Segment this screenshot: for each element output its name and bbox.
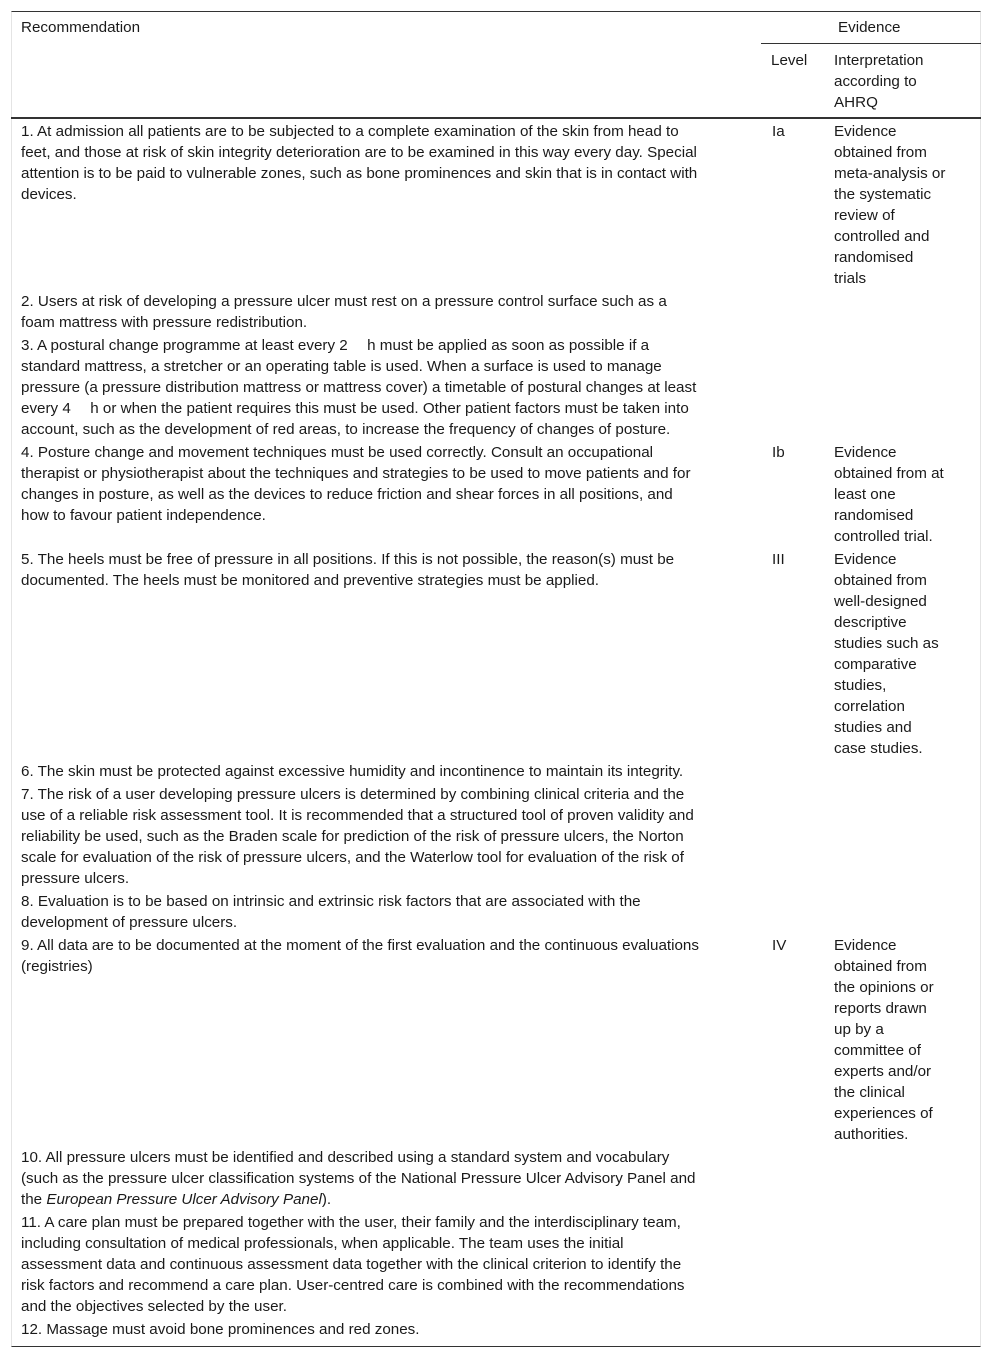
evidence-interpretation-iii: Evidence obtained from well-designed descriptive studies such as comparative studies, correlation studies and case studies.	[834, 551, 939, 757]
recommendation-10: 10. All pressure ulcers must be identified and described using a standard system and vocabulary (such as the pressure ulcer classification systems of the National Pressure Ulcer Advisory Panel and the European Pressure Ulcer Advisory Panel).	[21, 1149, 696, 1208]
recommendation-6: 6. The skin must be protected against excessive humidity and incontinence to maintain its integrity.	[21, 763, 684, 780]
recommendation-5: 5. The heels must be free of pressure in all positions. If this is not possible, the reason(s) must be documented. The heels must be monitored and preventive strategies must be applied.	[21, 551, 675, 589]
recommendation-2: 2. Users at risk of developing a pressure ulcer must rest on a pressure control surface such as a foam mattress with pressure redistribution.	[21, 293, 667, 331]
evidence-level-ia: Ia	[772, 123, 785, 140]
evidence-level-ib: Ib	[772, 444, 785, 461]
recommendation-9: 9. All data are to be documented at the moment of the first evaluation and the continuous evaluations (registries)	[21, 937, 699, 975]
recommendation-1: 1. At admission all patients are to be subjected to a complete examination of the skin from head to feet, and those at risk of skin integrity deterioration are to be examined in this way every day. Special attention is to be paid to vulnerable zones, such as bone prominences and skin that is in contact with devices.	[21, 123, 698, 203]
recommendation-4: 4. Posture change and movement techniques must be used correctly. Consult an occupational therapist or physiotherapist about the techniques and strategies to be used to move patients and for changes in posture, as well as the devices to reduce friction and shear forces in all positions, and how to favour patient independence.	[21, 444, 691, 524]
recommendation-8: 8. Evaluation is to be based on intrinsic and extrinsic risk factors that are associated with the development of pressure ulcers.	[21, 893, 641, 931]
evidence-subheader-rule	[761, 43, 981, 44]
header-interpretation: Interpretation according to AHRQ	[834, 52, 924, 111]
evidence-interpretation-ia: Evidence obtained from meta-analysis or the systematic review of controlled and randomised trials	[834, 123, 946, 287]
recommendation-3: 3. A postural change programme at least every 2 h must be applied as soon as possible if a standard mattress, a stretcher or an operating table is used. When a surface is used to manage pressure (a pressure distribution mattress or mattress cover) a timetable of postural changes at least every 4 h or when the patient requires this must be used. Other patient factors must be taken into account, such as the development of red areas, to increase the frequency of changes of posture.	[21, 337, 697, 438]
evidence-level-iv: IV	[772, 937, 787, 954]
header-evidence: Evidence	[838, 19, 901, 36]
recommendation-12: 12. Massage must avoid bone prominences and red zones.	[21, 1321, 420, 1338]
header-rule	[11, 117, 981, 119]
recommendation-11: 11. A care plan must be prepared together with the user, their family and the interdisciplinary team, including consultation of medical professionals, when applicable. The team uses the initial assessment data and continuous assessment data together with the clinical criterion to identify the risk factors and recommend a care plan. User-centred care is combined with the recommendations and the objectives selected by the user.	[21, 1214, 685, 1315]
header-level: Level	[771, 52, 808, 69]
recommendation-7: 7. The risk of a user developing pressure ulcers is determined by combining clinical criteria and the use of a reliable risk assessment tool. It is recommended that a structured tool of proven validity and reliability be used, such as the Braden scale for prediction of the risk of pressure ulcers, the Norton scale for evaluation of the risk of pressure ulcers, and the Waterlow tool for evaluation of the risk of pressure ulcers.	[21, 786, 694, 887]
evidence-level-iii: III	[772, 551, 785, 568]
evidence-interpretation-iv: Evidence obtained from the opinions or reports drawn up by a committee of experts and/or the clinical experiences of authorities.	[834, 937, 934, 1143]
evidence-interpretation-ib: Evidence obtained from at least one randomised controlled trial.	[834, 444, 944, 545]
header-recommendation: Recommendation	[21, 19, 141, 36]
